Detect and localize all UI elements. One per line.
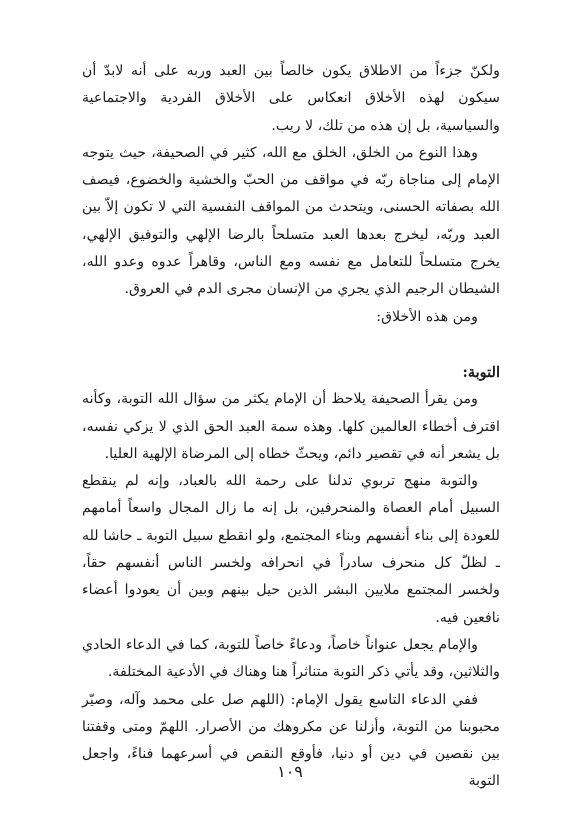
- paragraph-3: ومن هذه الأخلاق:: [376, 308, 478, 325]
- paragraph-4: ومن يقرأ الصحيفة يلاحظ أن الإمام يكثر من سؤال الله التوبة، وكأنه اقترف أخطاء العالمين كلها. وهذه سمة العبد الحق الذي لا يزكي نفسه، بل يشعر أنه في تقصير دائم، ويحثّ خطاه إلى المرضاة الإلهية العليا.: [82, 391, 500, 462]
- section-heading: التوبة:: [462, 363, 500, 381]
- paragraph-7: ففي الدعاء التاسع يقول الإمام: (اللهم صل على محمد وآله، وصيّر محبوبنا من التوبة، وأزلنا عن مكروهك من الأصرار. اللهمّ ومتى وقفتنا بين نقصين في دين أو دنيا، فأوقع النقص في أسرعهما فناءً، واجعل التوبة: [82, 691, 500, 790]
- paragraph-2: وهذا النوع من الخلق، الخلق مع الله، كثير في الصحيفة، حيث يتوجه الإمام إلى مناجاة ربّه في مواقف من الحبّ والخشية والخضوع، فيصف الله بصفاته الحسنى، ويتحدث من المواقف النفسية التي لا تكون إلاّ بين العبد وربّه، ليخرج بعدها العبد متسلحاً بالرضا الإلهي والتوفيق الإلهي، يخرج متسلحاً للتعامل مع نفسه ومع الناس، وقاهراً عدوه وعدو الله، الشيطان الرجيم الذي يجري من الإنسان مجرى الدم في العروق.: [82, 144, 500, 298]
- page-number: ١٠٩: [277, 762, 303, 781]
- paragraph-6: والإمام يجعل عنواناً خاصاً، ودعاءً خاصاً للتوبة، كما في الدعاء الحادي والثلاثين، وقد يأتي ذكر التوبة متناثراً هنا وهناك في الأدعية المختلفة.: [82, 636, 500, 681]
- paragraph-5: والتوبة منهج تربوي تدلنا على رحمة الله بالعباد، وإنه لم ينقطع السبيل أمام العصاة والمنحرفين، بل إنه ما زال المجال واسعاً أمامهم للعودة إلى بناء أنفسهم وبناء المجتمع، ولو انقطع سبيل التوبة ـ حاشا لله ـ لظلّ كل منحرف سادراً في انحرافه ولخسر الناس أنفسهم حقاً، ولخسر المجتمع ملايين البشر الذين حيل بينهم وبين أن يعودوا أعضاء نافعين فيه.: [82, 473, 500, 626]
- paragraph-1: ولكنّ جزءاً من الاطلاق يكون خالصاً بين العبد وربه على أنه لابدّ أن سيكون لهذه الأخلاق انعكاس على الأخلاق الفردية والاجتماعية والسياسية، بل إن هذه من تلك، لا ريب.: [82, 63, 500, 134]
